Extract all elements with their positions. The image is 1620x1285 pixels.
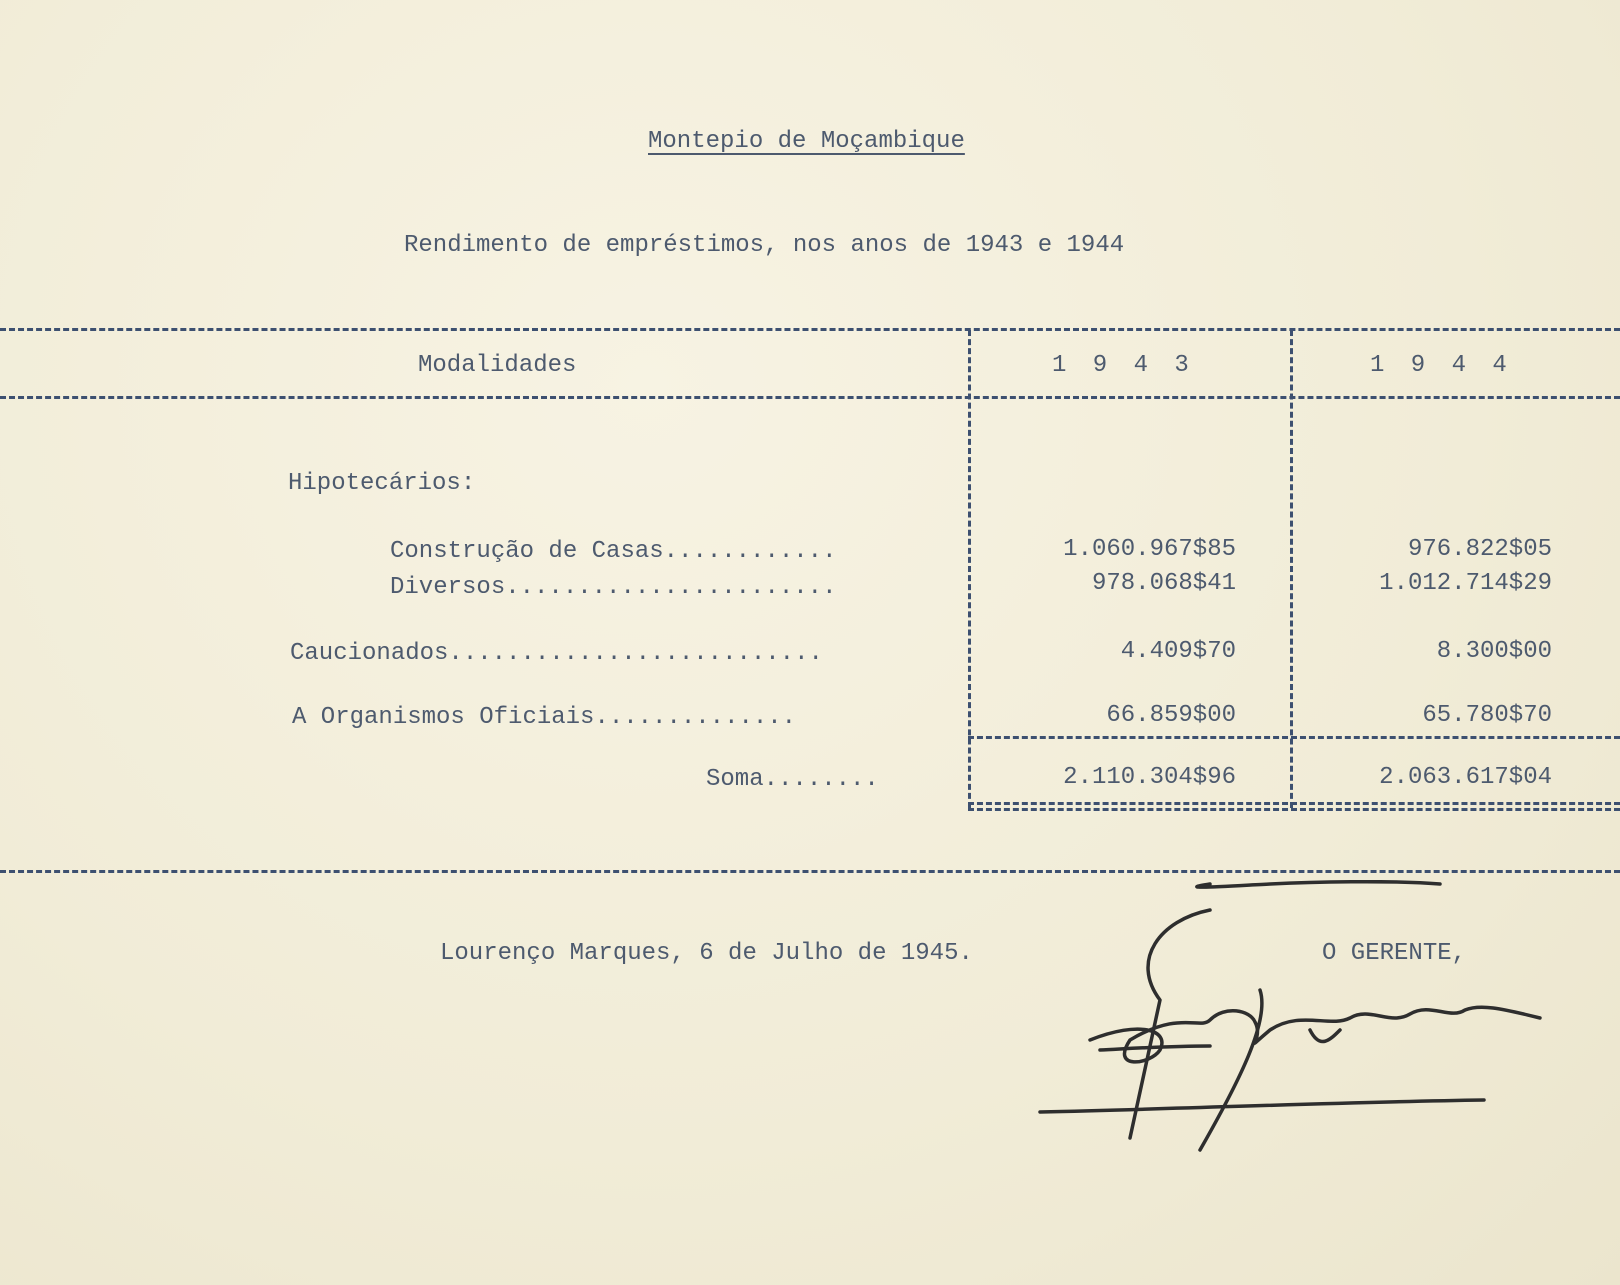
header-modalidades: Modalidades [418, 352, 577, 379]
place-date: Lourenço Marques, 6 de Julho de 1945. [440, 940, 973, 967]
total-value-1944: 2.063.617$04 [1379, 764, 1552, 791]
row-label: A Organismos Oficiais.............. [292, 704, 797, 731]
header-1944: 1 9 4 4 [1370, 352, 1513, 379]
total-double-rule [968, 808, 1620, 811]
total-value-1943: 2.110.304$96 [1063, 764, 1236, 791]
row-value-1944: 1.012.714$29 [1379, 570, 1552, 597]
table-bottom-rule [0, 870, 1620, 873]
header-bottom-rule [0, 396, 1620, 399]
signatory-role: O GERENTE, [1322, 940, 1467, 967]
header-1943: 1 9 4 3 [1052, 352, 1195, 379]
row-value-1943: 4.409$70 [1120, 638, 1236, 665]
document-title: Montepio de Moçambique [648, 128, 965, 155]
row-value-1944: 976.822$05 [1407, 536, 1552, 563]
row-label: Diversos....................... [390, 574, 837, 601]
total-label: Soma........ [706, 766, 879, 793]
handwritten-signature [1010, 880, 1570, 1170]
document-subtitle: Rendimento de empréstimos, nos anos de 1943 e 1944 [404, 232, 1125, 259]
row-value-1944: 8.300$00 [1436, 638, 1552, 665]
total-top-rule [968, 736, 1620, 739]
row-value-1943: 978.068$41 [1091, 570, 1236, 597]
total-bottom-rule [968, 802, 1620, 805]
table-top-rule [0, 328, 1620, 331]
group-label-hipotecarios: Hipotecários: [288, 470, 476, 497]
row-label: Construção de Casas............ [390, 538, 837, 565]
row-value-1943: 1.060.967$85 [1063, 536, 1236, 563]
row-label: Caucionados.......................... [290, 640, 823, 667]
row-value-1944: 65.780$70 [1422, 702, 1552, 729]
row-value-1943: 66.859$00 [1106, 702, 1236, 729]
